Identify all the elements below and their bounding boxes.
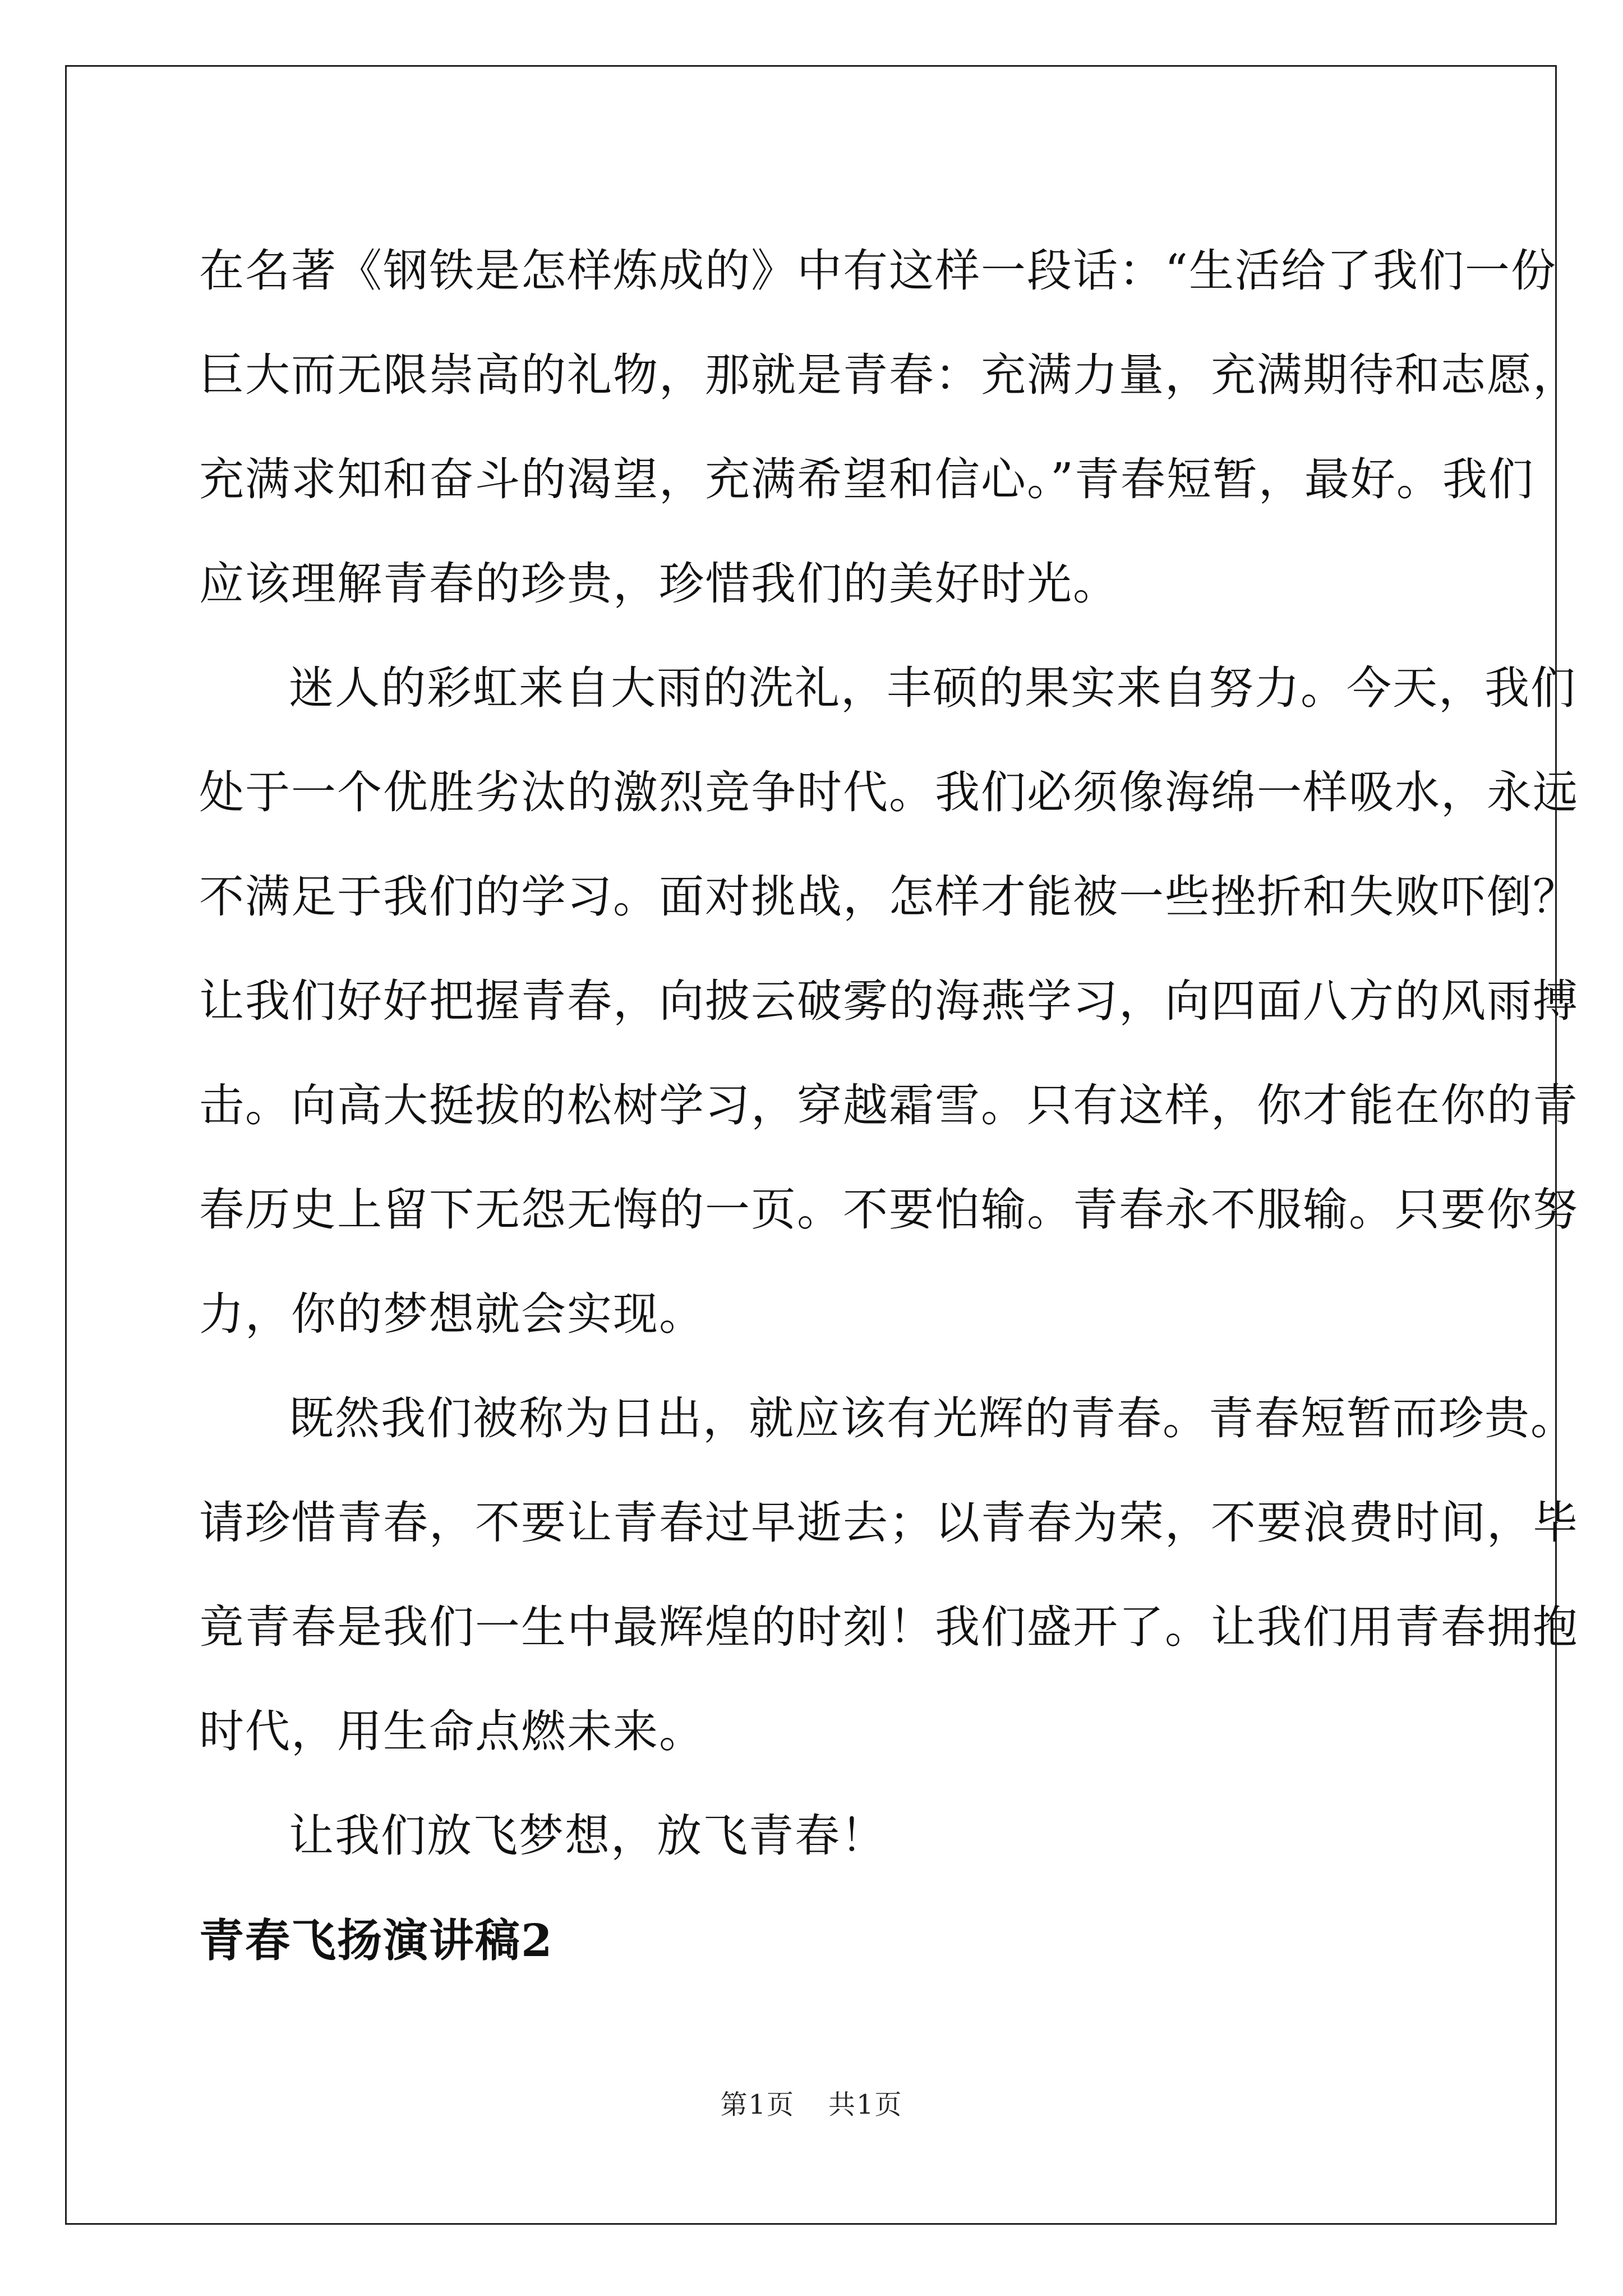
text-line: 竟青春是我们一生中最辉煌的时刻！我们盛开了。让我们用青春拥抱 (199, 1601, 1579, 1653)
text-line: 春历史上留下无怨无悔的一页。不要怕输。青春永不服输。只要你努 (199, 1184, 1579, 1236)
text-line: 不满足于我们的学习。面对挑战，怎样才能被一些挫折和失败吓倒？ (199, 871, 1579, 923)
text-line: 力，你的梦想就会实现。 (199, 1288, 705, 1340)
text-line: 充满求知和奋斗的渴望，充满希望和信心。”青春短暂，最好。我们 (199, 453, 1534, 505)
text-line: 既然我们被称为日出，就应该有光辉的青春。青春短暂而珍贵。 (289, 1392, 1576, 1444)
text-line: 处于一个优胜劣汰的激烈竞争时代。我们必须像海绵一样吸水，永远 (199, 766, 1579, 818)
paragraph-1 (199, 219, 1579, 636)
section-heading: 青春飞扬演讲稿2 (199, 1914, 554, 1967)
text-line: 让我们放飞梦想，放飞青春！ (289, 1810, 887, 1862)
document-body (199, 219, 1579, 1993)
text-line: 迷人的彩虹来自大雨的洗礼，丰硕的果实来自努力。今天，我们 (289, 662, 1576, 714)
page-number-current: 第1页 (720, 2089, 795, 2120)
text-line: 请珍惜青春，不要让青春过早逝去；以青春为荣，不要浪费时间，毕 (199, 1497, 1579, 1549)
paragraph-3 (199, 1366, 1579, 1784)
text-line: 击。向高大挺拔的松树学习，穿越霜雪。只有这样，你才能在你的青 (199, 1079, 1579, 1131)
text-line: 在名著《钢铁是怎样炼成的》中有这样一段话：“生活给了我们一份 (199, 245, 1557, 297)
paragraph-4 (199, 1784, 1427, 1888)
text-line: 时代，用生命点燃未来。 (199, 1705, 705, 1757)
text-line: 应该理解青春的珍贵，珍惜我们的美好时光。 (199, 558, 1119, 610)
text-line: 巨大而无限崇高的礼物，那就是青春：充满力量，充满期待和志愿， (199, 349, 1579, 401)
text-line: 让我们好好把握青春，向披云破雾的海燕学习，向四面八方的风雨搏 (199, 975, 1579, 1027)
page-footer (0, 2088, 1623, 2122)
page-number-total: 共1页 (828, 2089, 903, 2120)
paragraph-2 (199, 636, 1579, 1366)
